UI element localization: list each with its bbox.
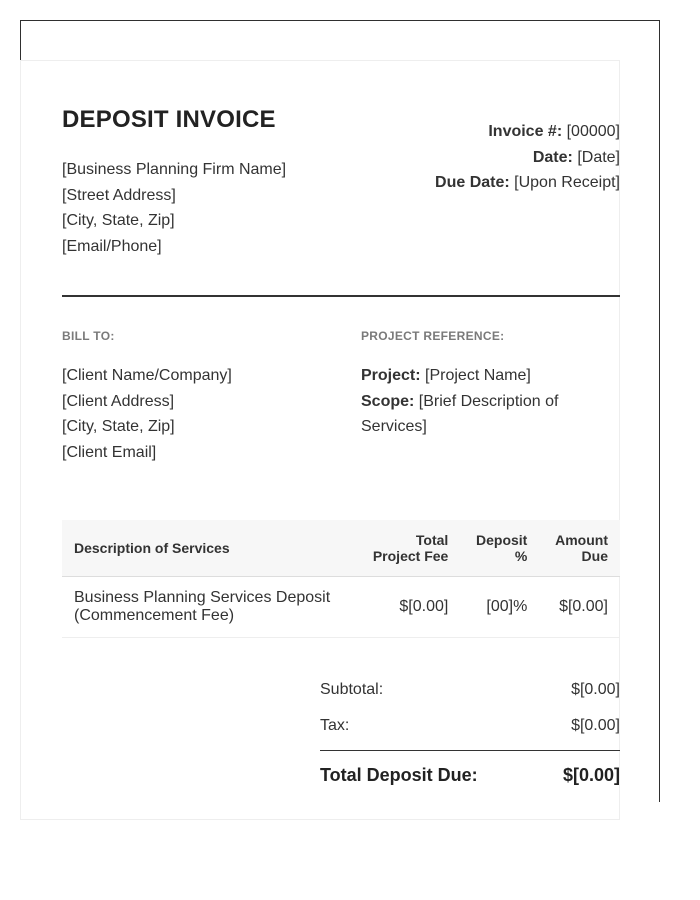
subtotal-value: $[0.00] xyxy=(571,681,620,698)
invoice-number-label: Invoice #: xyxy=(488,123,563,140)
invoice-due-row xyxy=(435,170,620,196)
totals-block xyxy=(320,672,620,799)
business-city: [City, State, Zip] xyxy=(62,212,175,230)
business-name: [Business Planning Firm Name] xyxy=(62,161,287,178)
invoice-due-value: [Upon Receipt] xyxy=(514,174,620,192)
bill-to-label: BILL TO: xyxy=(62,329,115,343)
client-city: [City, State, Zip] xyxy=(62,418,175,436)
invoice-due-label: Due Date: xyxy=(435,174,510,192)
scope-label: Scope: xyxy=(361,392,415,410)
project-label: Project: xyxy=(361,367,421,384)
business-street: [Street Address] xyxy=(62,186,176,204)
services-table-body xyxy=(62,577,620,638)
invoice-title: DEPOSIT INVOICE xyxy=(62,106,276,133)
project-reference-label: PROJECT REFERENCE: xyxy=(361,329,505,343)
tax-row xyxy=(320,708,620,744)
header-divider xyxy=(62,295,620,297)
invoice-date-label: Date: xyxy=(532,148,573,166)
col-description: Description of Services xyxy=(62,520,356,577)
row-description: Business Planning Services Deposit (Commencement Fee) xyxy=(62,577,356,638)
business-info xyxy=(62,157,286,260)
col-deposit-pct xyxy=(460,520,539,577)
col-amount-line1: Amount xyxy=(555,532,608,548)
row-amount-due: $[0.00] xyxy=(539,577,620,638)
subtotal-row xyxy=(320,672,620,708)
invoice-number-row xyxy=(435,119,620,145)
invoice-meta xyxy=(435,119,620,196)
invoice-date-value: [Date] xyxy=(577,148,620,166)
scope-row xyxy=(361,389,591,440)
col-amount-line2: Due xyxy=(581,548,608,564)
client-email: [Client Email] xyxy=(62,444,157,462)
subtotal-label: Subtotal: xyxy=(320,681,384,698)
row-deposit-pct: [00]% xyxy=(460,577,539,638)
services-table-header xyxy=(62,520,620,577)
services-table xyxy=(62,520,620,638)
row-total-fee: $[0.00] xyxy=(356,577,460,638)
client-name: [Client Name/Company] xyxy=(62,367,232,384)
project-reference-block xyxy=(361,363,591,440)
col-total-fee-line2: Project Fee xyxy=(372,548,449,564)
col-total-fee xyxy=(356,520,460,577)
invoice-number-value: [00000] xyxy=(566,123,620,140)
tax-label: Tax: xyxy=(320,717,350,734)
total-deposit-row xyxy=(320,751,620,799)
col-amount-due xyxy=(539,520,620,577)
total-deposit-value: $[0.00] xyxy=(562,764,620,785)
col-deposit-line1: Deposit xyxy=(476,532,528,548)
table-row xyxy=(62,577,620,638)
scope-value: [Brief Description of Services] xyxy=(361,392,559,436)
bill-to-block xyxy=(62,363,232,466)
tax-value: $[0.00] xyxy=(571,717,620,734)
col-deposit-line2: % xyxy=(514,548,528,564)
business-contact: [Email/Phone] xyxy=(62,238,162,256)
total-deposit-label: Total Deposit Due: xyxy=(320,764,478,785)
header-row xyxy=(62,520,620,577)
col-total-fee-line1: Total xyxy=(415,532,449,548)
client-address: [Client Address] xyxy=(62,392,175,410)
project-row xyxy=(361,363,591,389)
project-value: [Project Name] xyxy=(425,367,531,384)
invoice-date-row xyxy=(435,145,620,171)
